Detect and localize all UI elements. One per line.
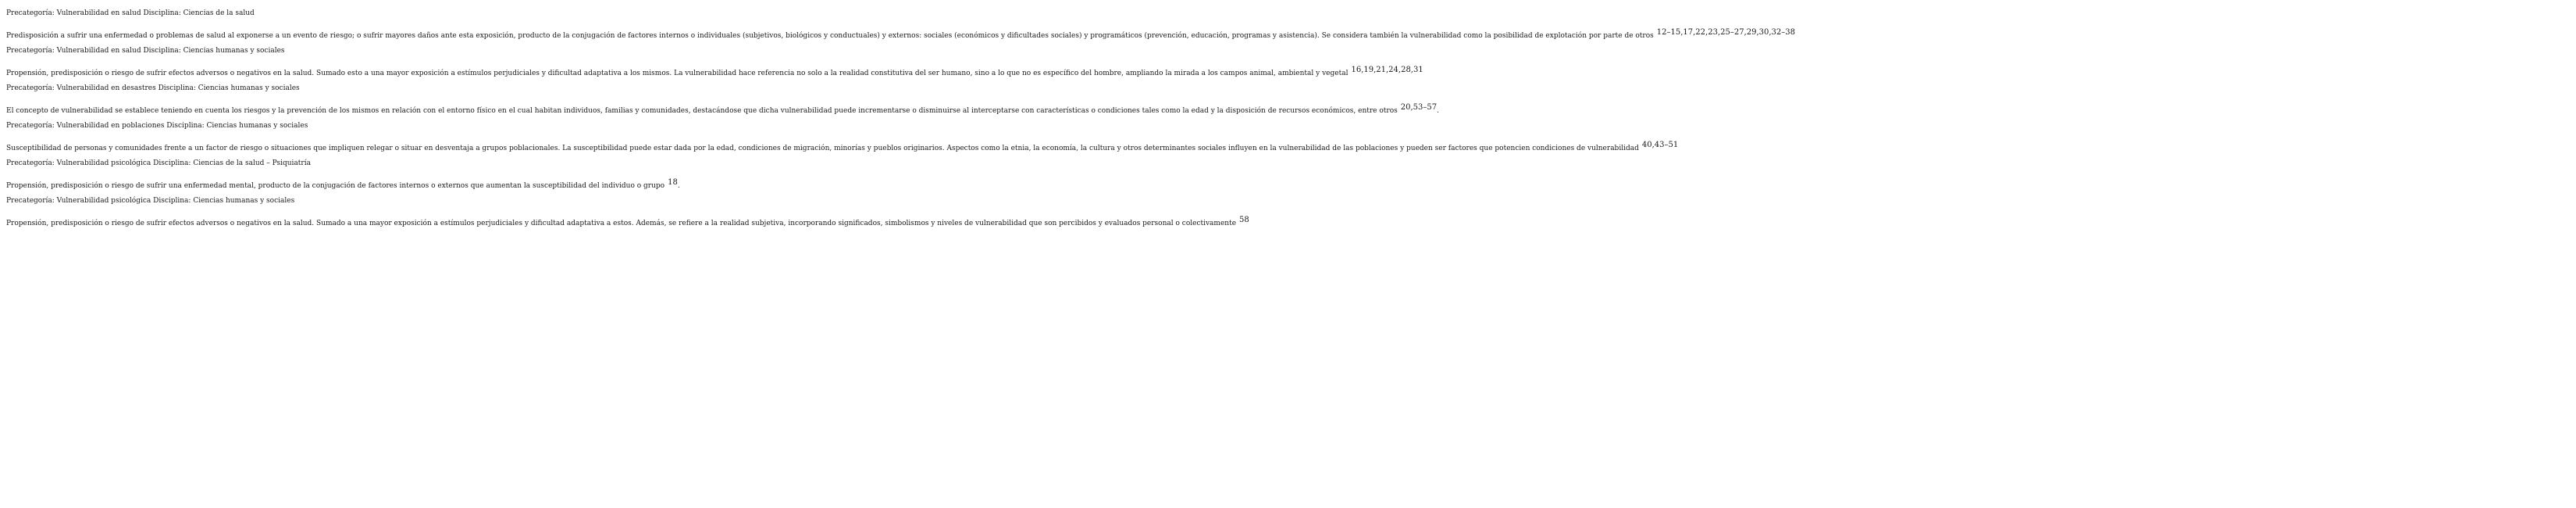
entry-psicologica-humanas bbox=[6, 194, 2571, 231]
reference-superscript: 58 bbox=[1239, 216, 1249, 224]
definition-text bbox=[6, 216, 2571, 231]
entry-psicologica-psiquiatria bbox=[6, 156, 2571, 194]
precategory-line: Precategoría: Vulnerabilidad en desastres Disciplina: Ciencias humanas y sociales bbox=[6, 84, 300, 92]
precategory-line: Precategoría: Vulnerabilidad psicológica Disciplina: Ciencias humanas y sociales bbox=[6, 197, 295, 205]
entry-salud-ciencias-humanas bbox=[6, 44, 2571, 81]
definition-text bbox=[6, 178, 2571, 194]
precategory-line: Precategoría: Vulnerabilidad psicológica Disciplina: Ciencias de la salud – Psiquiatría bbox=[6, 159, 311, 167]
definition-body: Predisposición a sufrir una enfermedad o problemas de salud al exponerse a un evento de riesgo; o sufrir mayores daños ante esta exposición, producto de la conjugación de factores internos o individuales (subjetivos, biológicos y conductuales) y externos: sociales (económicos y dificultades sociales) y programáticos (prevención, educación, programas y asistencia). Se considera también la vulnerabilidad como la posibilidad de explotación por parte de otros bbox=[6, 32, 1654, 40]
definition-body: El concepto de vulnerabilidad se establece teniendo en cuenta los riesgos y la prevención de los mismos en relación con el entorno físico en el cual habitan individuos, familias y comunidades, destacándose que dicha vulnerabilidad puede incrementarse o disminuirse al interceptarse con características o condiciones tales como la edad y la disposición de recursos económicos, entre otros bbox=[6, 107, 1398, 115]
entry-poblaciones bbox=[6, 119, 2571, 156]
reference-superscript: 18 bbox=[668, 178, 678, 187]
precategory-line: Precategoría: Vulnerabilidad en salud Disciplina: Ciencias de la salud bbox=[6, 9, 255, 17]
definition-body: Propensión, predisposición o riesgo de sufrir efectos adversos o negativos en la salud. Sumado esto a una mayor exposición a estímulos perjudiciales y dificultad adaptativa a los mismos. La vulnerabilidad hace referencia no solo a la realidad constitutiva del ser humano, sino a lo que no es específico del hombre, ampliando la mirada a los campos animal, ambiental y vegetal bbox=[6, 70, 1349, 77]
reference-superscript: 20,53–57 bbox=[1400, 103, 1438, 112]
definition-text bbox=[6, 28, 2571, 44]
definition-trailing: . bbox=[677, 182, 680, 190]
definition-body: Propensión, predisposición o riesgo de sufrir efectos adversos o negativos en la salud. Sumado a una mayor exposición a estímulos perjudiciales y dificultad adaptativa a estos. Además, se refiere a la realidad subjetiva, incorporando significados, simbolismos y niveles de vulnerabilidad que son percibidos y evaluados personal o colectivamente bbox=[6, 220, 1237, 227]
precategory-line: Precategoría: Vulnerabilidad en poblaciones Disciplina: Ciencias humanas y sociales bbox=[6, 122, 308, 130]
document-body bbox=[6, 6, 2571, 231]
reference-superscript: 40,43–51 bbox=[1641, 141, 1679, 149]
definition-body: Susceptibilidad de personas y comunidades frente a un factor de riesgo o situaciones que impliquen relegar o situar en desventaja a grupos poblacionales. La susceptibilidad puede estar dada por la edad, condiciones de migración, minorías y pueblos originarios. Aspectos como la etnia, la economía, la cultura y otros determinantes sociales influyen en la vulnerabilidad de las poblaciones y pueden ser factores que potencien condiciones de vulnerabilidad bbox=[6, 145, 1639, 152]
reference-superscript: 12–15,17,22,23,25–27,29,30,32–38 bbox=[1656, 28, 1795, 37]
definition-body: Propensión, predisposición o riesgo de sufrir una enfermedad mental, producto de la conjugación de factores internos o externos que aumentan la susceptibilidad del individuo o grupo bbox=[6, 182, 665, 190]
definition-text bbox=[6, 66, 2571, 81]
definition-text bbox=[6, 103, 2571, 119]
reference-superscript: 16,19,21,24,28,31 bbox=[1351, 66, 1423, 74]
precategory-line: Precategoría: Vulnerabilidad en salud Disciplina: Ciencias humanas y sociales bbox=[6, 47, 285, 55]
definition-trailing: . bbox=[1437, 107, 1439, 115]
entry-desastres bbox=[6, 81, 2571, 119]
entry-salud-ciencias-salud bbox=[6, 6, 2571, 44]
definition-text bbox=[6, 141, 2571, 156]
